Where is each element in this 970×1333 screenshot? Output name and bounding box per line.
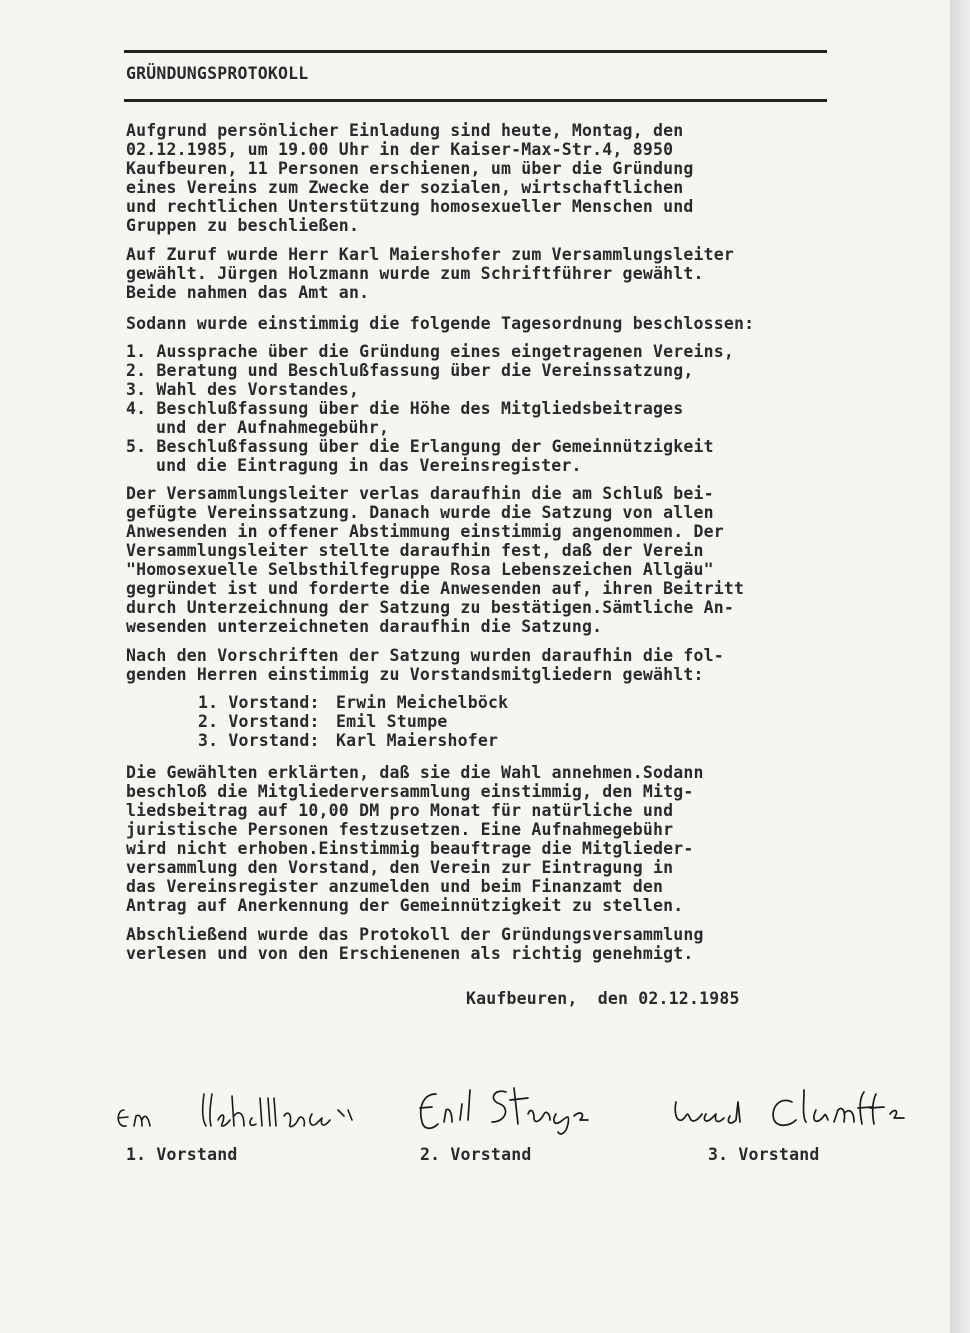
- paragraph-membership-fee: [126, 763, 846, 915]
- text-line: wird nicht erhoben.Einstimmig beauftrage die Mitglieder-: [126, 839, 694, 858]
- page-edge: [950, 0, 970, 1333]
- text-line: Sodann wurde einstimmig die folgende Tagesordnung beschlossen:: [126, 314, 755, 333]
- agenda-item: 2. Beratung und Beschlußfassung über die Vereinssatzung,: [126, 361, 694, 380]
- text-line: Antrag auf Anerkennung der Gemeinnützigkeit zu stellen.: [126, 896, 684, 915]
- text-line: liedsbeitrag auf 10,00 DM pro Monat für natürliche und: [126, 801, 674, 820]
- text-line: Die Gewählten erklärten, daß sie die Wahl annehmen.Sodann: [126, 763, 704, 782]
- text-line: und rechtlichen Unterstützung homosexueller Menschen und: [126, 197, 694, 216]
- signature-1: [112, 1080, 392, 1140]
- board-row: [198, 693, 508, 712]
- document-title: GRÜNDUNGSPROTOKOLL: [126, 64, 309, 83]
- agenda-item-continuation: und die Eintragung in das Vereinsregister.: [156, 456, 582, 475]
- paragraph-closing: [126, 925, 846, 963]
- board-rank: 3. Vorstand:: [198, 731, 320, 750]
- paragraph-board-election: [126, 646, 846, 684]
- text-line: "Homosexuelle Selbsthilfegruppe Rosa Lebenszeichen Allgäu": [126, 560, 714, 579]
- signature-3: [668, 1080, 918, 1145]
- signature-2-scribble: [410, 1080, 610, 1145]
- text-line: juristische Personen festzusetzen. Eine Aufnahmegebühr: [126, 820, 674, 839]
- paragraph-statute: [126, 484, 846, 636]
- paragraph-agenda-intro: [126, 314, 846, 333]
- board-name: Karl Maiershofer: [336, 731, 499, 750]
- signature-label-3: 3. Vorstand: [708, 1145, 820, 1164]
- place-and-date: Kaufbeuren, den 02.12.1985: [466, 989, 740, 1008]
- paragraph-intro: [126, 121, 846, 235]
- board-row: [198, 731, 508, 750]
- text-line: Der Versammlungsleiter verlas daraufhin die am Schluß bei-: [126, 484, 714, 503]
- text-line: verlesen und von den Erschienenen als richtig genehmigt.: [126, 944, 694, 963]
- text-line: versammlung den Vorstand, den Verein zur Eintragung in: [126, 858, 674, 877]
- signature-label-1: 1. Vorstand: [126, 1145, 238, 1164]
- text-line: Gruppen zu beschließen.: [126, 216, 360, 235]
- text-line: das Vereinsregister anzumelden und beim Finanzamt den: [126, 877, 664, 896]
- agenda-item: 1. Aussprache über die Gründung eines eingetragenen Vereins,: [126, 342, 735, 361]
- text-line: Beide nahmen das Amt an.: [126, 283, 370, 302]
- text-line: Kaufbeuren, 11 Personen erschienen, um über die Gründung: [126, 159, 694, 178]
- agenda-list: [126, 342, 846, 475]
- signature-3-scribble: [668, 1080, 918, 1145]
- board-name: Erwin Meichelböck: [336, 693, 509, 712]
- title-underline-rule: [124, 99, 827, 102]
- text-line: Versammlungsleiter stellte daraufhin fest, daß der Verein: [126, 541, 704, 560]
- text-line: Anwesenden in offener Abstimmung einstimmig angenommen. Der: [126, 522, 724, 541]
- text-line: durch Unterzeichnung der Satzung zu bestätigen.Sämtliche An-: [126, 598, 735, 617]
- board-rank: 1. Vorstand:: [198, 693, 320, 712]
- text-line: gewählt. Jürgen Holzmann wurde zum Schriftführer gewählt.: [126, 264, 704, 283]
- agenda-item: 3. Wahl des Vorstandes,: [126, 380, 360, 399]
- board-list: [198, 693, 508, 750]
- board-name: Emil Stumpe: [336, 712, 448, 731]
- text-line: beschloß die Mitgliederversammlung einstimmig, den Mitg-: [126, 782, 694, 801]
- signature-label-2: 2. Vorstand: [420, 1145, 532, 1164]
- text-line: Aufgrund persönlicher Einladung sind heute, Montag, den: [126, 121, 684, 140]
- text-line: Abschließend wurde das Protokoll der Gründungsversammlung: [126, 925, 704, 944]
- board-row: [198, 712, 508, 731]
- text-line: eines Vereins zum Zwecke der sozialen, wirtschaftlichen: [126, 178, 684, 197]
- text-line: 02.12.1985, um 19.00 Uhr in der Kaiser-Max-Str.4, 8950: [126, 140, 674, 159]
- text-line: wesenden unterzeichneten daraufhin die Satzung.: [126, 617, 603, 636]
- text-line: Nach den Vorschriften der Satzung wurden daraufhin die fol-: [126, 646, 724, 665]
- board-rank: 2. Vorstand:: [198, 712, 320, 731]
- signature-1-scribble: [112, 1080, 392, 1140]
- text-line: Auf Zuruf wurde Herr Karl Maiershofer zum Versammlungsleiter: [126, 245, 735, 264]
- text-line: gefügte Vereinssatzung. Danach wurde die Satzung von allen: [126, 503, 714, 522]
- text-line: genden Herren einstimmig zu Vorstandsmitgliedern gewählt:: [126, 665, 704, 684]
- agenda-item-continuation: und der Aufnahmegebühr,: [156, 418, 390, 437]
- agenda-item: 4. Beschlußfassung über die Höhe des Mitgliedsbeitrages: [126, 399, 684, 418]
- text-line: gegründet ist und forderte die Anwesenden auf, ihren Beitritt: [126, 579, 745, 598]
- agenda-item: 5. Beschlußfassung über die Erlangung der Gemeinnützigkeit: [126, 437, 714, 456]
- paragraph-chair-election: [126, 245, 846, 302]
- signature-2: [410, 1080, 610, 1145]
- top-rule: [124, 50, 827, 53]
